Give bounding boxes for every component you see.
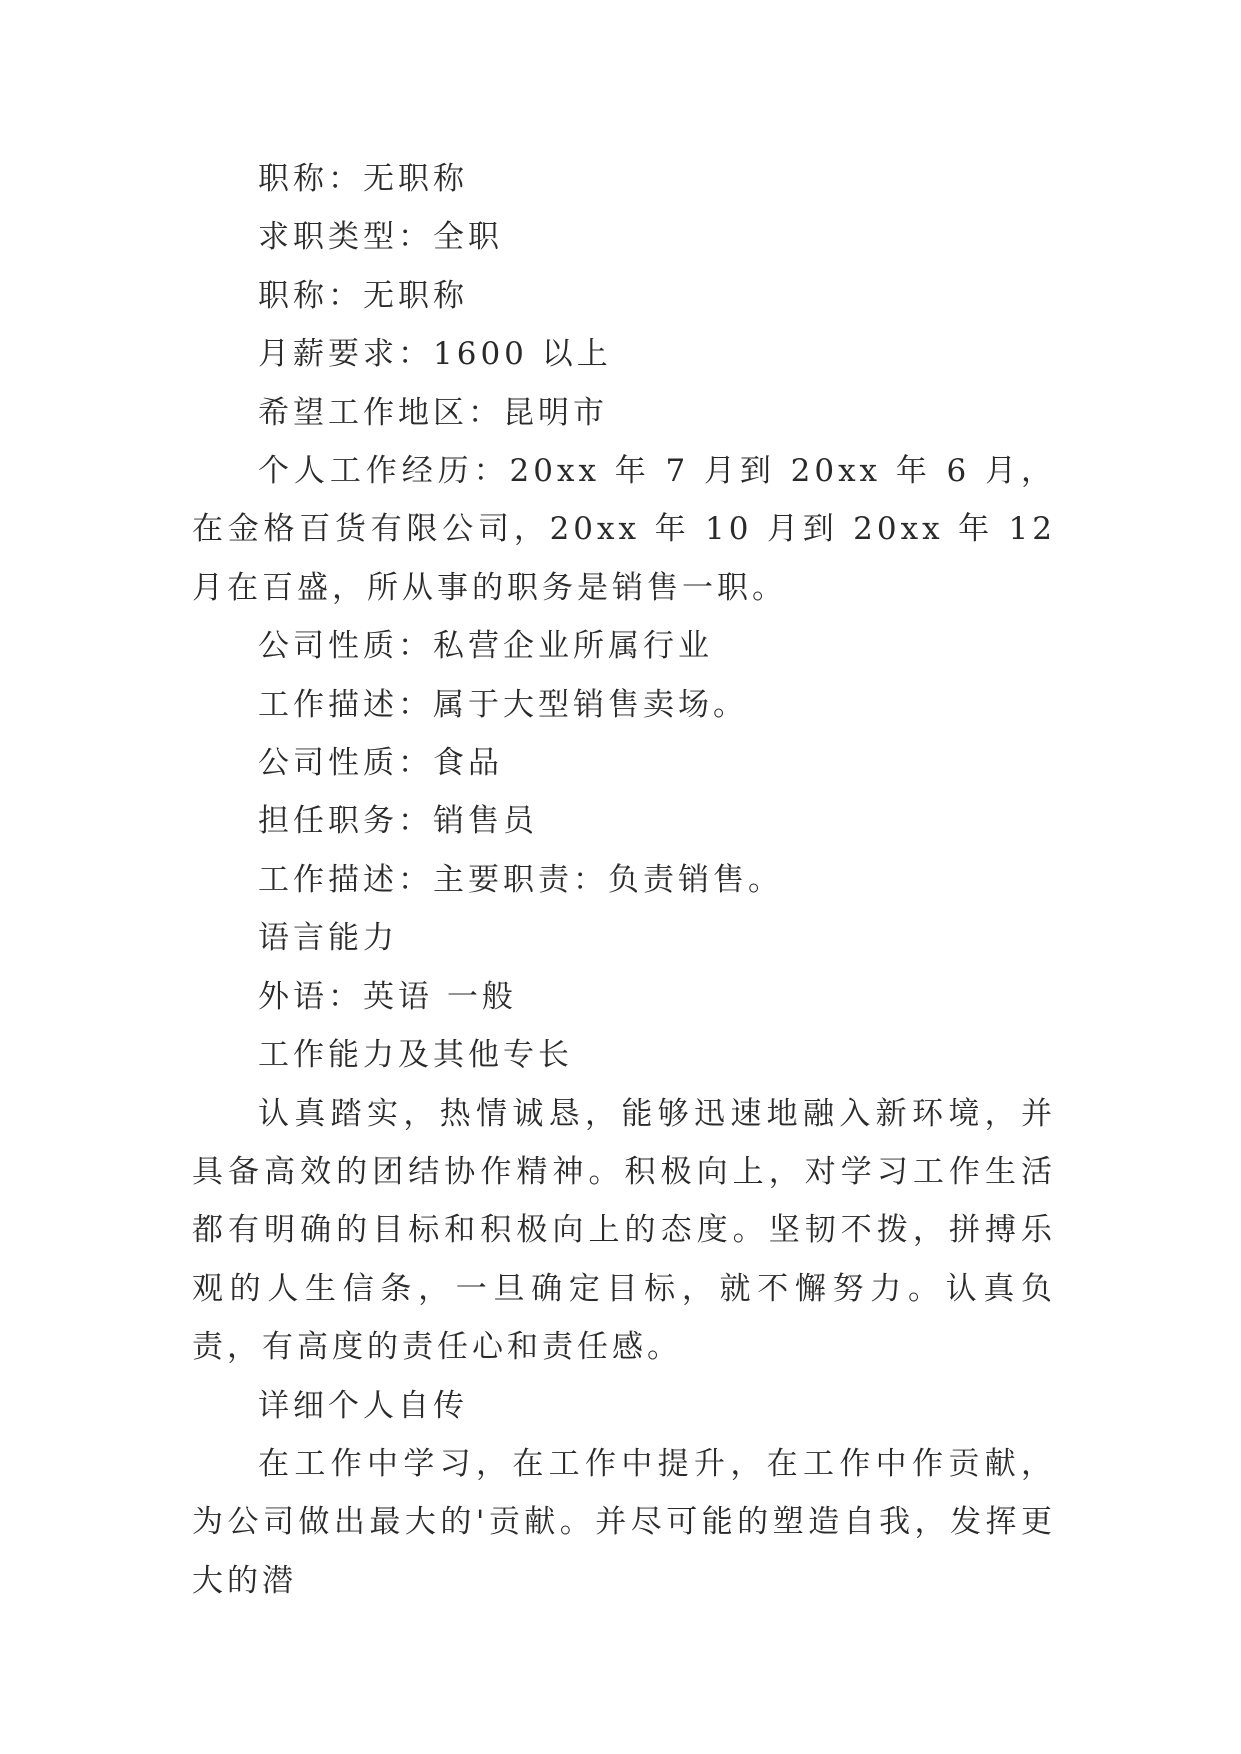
section-heading-abilities: 工作能力及其他专长 — [258, 1037, 573, 1074]
section-heading-autobiography: 详细个人自传 — [258, 1387, 468, 1424]
field-salary: 月薪要求：1600 以上 — [258, 336, 612, 373]
work-history-paragraph: 个人工作经历：20xx 年 7 月到 20xx 年 6 月，在金格百货有限公司，20xx 年 10 月到 20xx 年 12 月在百盛，所从事的职务是销售一职。 — [192, 453, 1056, 606]
field-position: 担任职务：销售员 — [258, 803, 538, 840]
document-body — [192, 150, 1056, 1610]
field-location: 希望工作地区：昆明市 — [258, 394, 608, 431]
field-title-1: 职称：无职称 — [258, 161, 468, 197]
field-company-nature-1: 公司性质：私营企业所属行业 — [258, 628, 713, 665]
field-job-description-1: 工作描述：属于大型销售卖场。 — [258, 686, 748, 723]
section-heading-language: 语言能力 — [258, 920, 398, 957]
abilities-paragraph: 认真踏实，热情诚恳，能够迅速地融入新环境，并具备高效的团结协作精神。积极向上，对学习工作生活都有明确的目标和积极向上的态度。坚韧不拨，拼搏乐观的人生信条，一旦确定目标，就不懈努力。认真负责，有高度的责任心和责任感。 — [192, 1095, 1056, 1366]
field-title-2: 职称：无职称 — [258, 277, 468, 314]
field-job-description-2: 工作描述：主要职责：负责销售。 — [258, 861, 783, 898]
field-job-type: 求职类型：全职 — [258, 219, 503, 256]
field-foreign-language: 外语：英语 一般 — [258, 978, 517, 1015]
field-company-nature-2: 公司性质：食品 — [258, 745, 503, 782]
autobiography-paragraph: 在工作中学习，在工作中提升，在工作中作贡献，为公司做出最大的'贡献。并尽可能的塑造自我，发挥更大的潜 — [192, 1445, 1056, 1599]
